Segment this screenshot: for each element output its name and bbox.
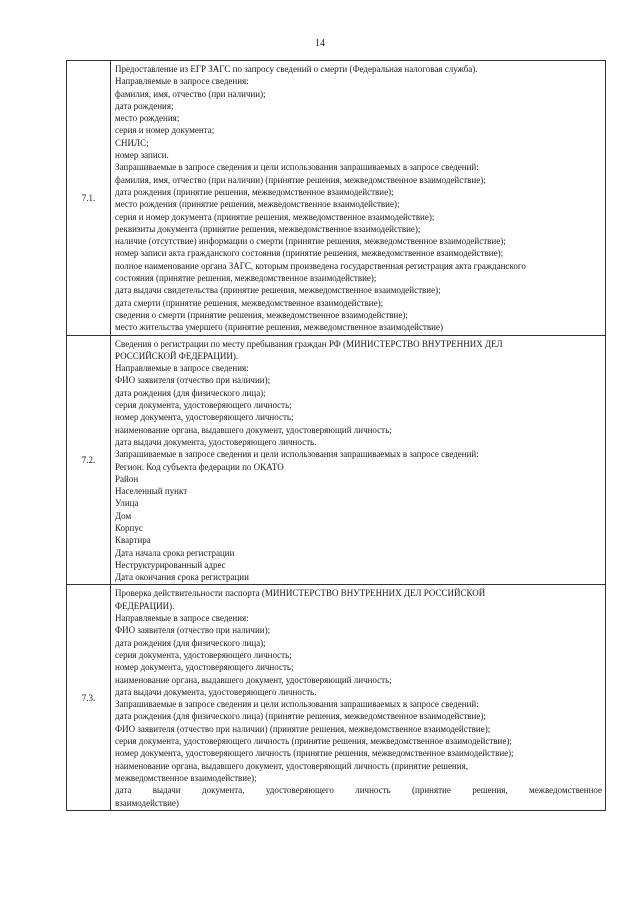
text-line: дата рождения (принятие решения, межведомственное взаимодействие); (115, 186, 394, 197)
text-line: Сведения о регистрации по месту пребывания граждан РФ (МИНИСТЕРСТВО ВНУТРЕННИХ ДЕЛ (115, 338, 503, 349)
text-line: ФИО заявителя (отчество при наличии); (115, 375, 271, 386)
text-line: дата выдачи документа, удостоверяющего личность. (115, 686, 317, 697)
document-table (66, 60, 606, 811)
text-line: дата рождения; (115, 100, 174, 111)
text-line: ФИО заявителя (отчество при наличии) (принятие решения, межведомственное взаимодействие); (115, 723, 491, 734)
text-line: реквизиты документа (принятие решения, межведомственное взаимодействие); (115, 223, 421, 234)
row-number: 7.3. (67, 585, 111, 810)
text-line: Направляемые в запросе сведения: (115, 613, 249, 624)
text-line: РОССИЙСКОЙ ФЕДЕРАЦИИ). (115, 350, 239, 361)
text-line: место рождения (принятие решения, межведомственное взаимодействие); (115, 199, 400, 210)
text-line: межведомственное взаимодействие); (115, 772, 257, 783)
row-content (111, 61, 606, 336)
text-line: дата выдачи документа, удостоверяющего личность. (115, 436, 317, 447)
text-line: серия и номер документа (принятие решения, межведомственное взаимодействие); (115, 211, 435, 222)
text-line: наименование органа, выдавшего документ, удостоверяющий личность; (115, 674, 392, 685)
text-line: серия и номер документа; (115, 125, 215, 136)
text-line: Запрашиваемые в запросе сведения и цели использования запрашиваемых в запросе сведений: (115, 699, 479, 710)
text-line: наличие (отсутствие) информации о смерти (принятие решения, межведомственное взаимодействие); (115, 236, 506, 247)
text-line: Улица (115, 498, 139, 509)
text-line: наименование органа, выдавшего документ, удостоверяющий личность (принятие решения, (115, 760, 468, 771)
text-line: место жительства умершего (принятие решения, межведомственное взаимодействие) (115, 322, 443, 333)
text-line: Неструктурированный адрес (115, 559, 226, 570)
table-row (67, 61, 606, 336)
text-line: Запрашиваемые в запросе сведения и цели использования запрашиваемых в запросе сведений: (115, 162, 479, 173)
text-line: серия документа, удостоверяющего личность; (115, 400, 292, 411)
text-line: дата выдачи свидетельства (принятие решения, межведомственное взаимодействие); (115, 285, 441, 296)
row-content (111, 335, 606, 585)
text-line: наименование органа, выдавшего документ, удостоверяющий личность; (115, 424, 392, 435)
text-line: номер записи. (115, 150, 169, 161)
text-line: Корпус (115, 522, 143, 533)
text-line: Квартира (115, 535, 151, 546)
text-line: Проверка действительности паспорта (МИНИСТЕРСТВО ВНУТРЕННИХ ДЕЛ РОССИЙСКОЙ (115, 588, 486, 599)
text-line: Район (115, 473, 139, 484)
text-line: Населенный пункт (115, 486, 188, 497)
text-line: СНИЛС; (115, 137, 149, 148)
text-line: дата рождения (для физического лица); (115, 637, 266, 648)
row-content (111, 585, 606, 810)
text-line: Дата начала срока регистрации (115, 547, 235, 558)
text-line: Направляемые в запросе сведения: (115, 363, 249, 374)
text-line: номер документа, удостоверяющего личность; (115, 412, 294, 423)
text-line: серия документа, удостоверяющего личность (принятие решения, межведомственное взаимодействие); (115, 736, 512, 747)
text-line: ФИО заявителя (отчество при наличии); (115, 625, 271, 636)
table-row (67, 585, 606, 810)
text-line: дата смерти (принятие решения, межведомственное взаимодействие); (115, 297, 384, 308)
text-line: сведения о смерти (принятие решения, межведомственное взаимодействие); (115, 309, 408, 320)
row-number: 7.2. (67, 335, 111, 585)
text-line: Регион. Код субъекта федерации по ОКАТО (115, 461, 284, 472)
text-line: номер документа, удостоверяющего личность; (115, 662, 294, 673)
text-line: взаимодействие) (115, 797, 179, 808)
text-line: номер записи акта гражданского состояния (принятие решения, межведомственное взаимодействие); (115, 248, 504, 259)
text-line: серия документа, удостоверяющего личность; (115, 649, 292, 660)
text-line: состояния (принятие решения, межведомственное взаимодействие); (115, 273, 377, 284)
text-line: дата выдачи документа, удостоверяющего личность (принятие решения, межведомственное (115, 785, 602, 796)
text-line: номер документа, удостоверяющего личность (принятие решения, межведомственное взаимодействие); (115, 748, 514, 759)
text-line: полное наименование органа ЗАГС, которым произведена государственная регистрация акта гражданского (115, 260, 526, 271)
text-line: Дом (115, 510, 132, 521)
text-line: дата рождения (для физического лица) (принятие решения, межведомственное взаимодействие); (115, 711, 486, 722)
text-line: дата рождения (для физического лица); (115, 387, 266, 398)
text-line: Направляемые в запросе сведения: (115, 76, 249, 87)
text-line: фамилия, имя, отчество (при наличии); (115, 88, 266, 99)
table-row (67, 335, 606, 585)
text-line: место рождения; (115, 113, 180, 124)
text-line: ФЕДЕРАЦИИ). (115, 600, 175, 611)
text-line: Дата окончания срока регистрации (115, 572, 249, 583)
page-number: 14 (315, 38, 325, 49)
text-line: Запрашиваемые в запросе сведения и цели использования запрашиваемых в запросе сведений: (115, 449, 479, 460)
row-number: 7.1. (67, 61, 111, 336)
text-line: Предоставление из ЕГР ЗАГС по запросу сведений о смерти (Федеральная налоговая служба). (115, 64, 478, 74)
text-line: фамилия, имя, отчество (при наличии) (принятие решения, межведомственное взаимодействие); (115, 174, 486, 185)
